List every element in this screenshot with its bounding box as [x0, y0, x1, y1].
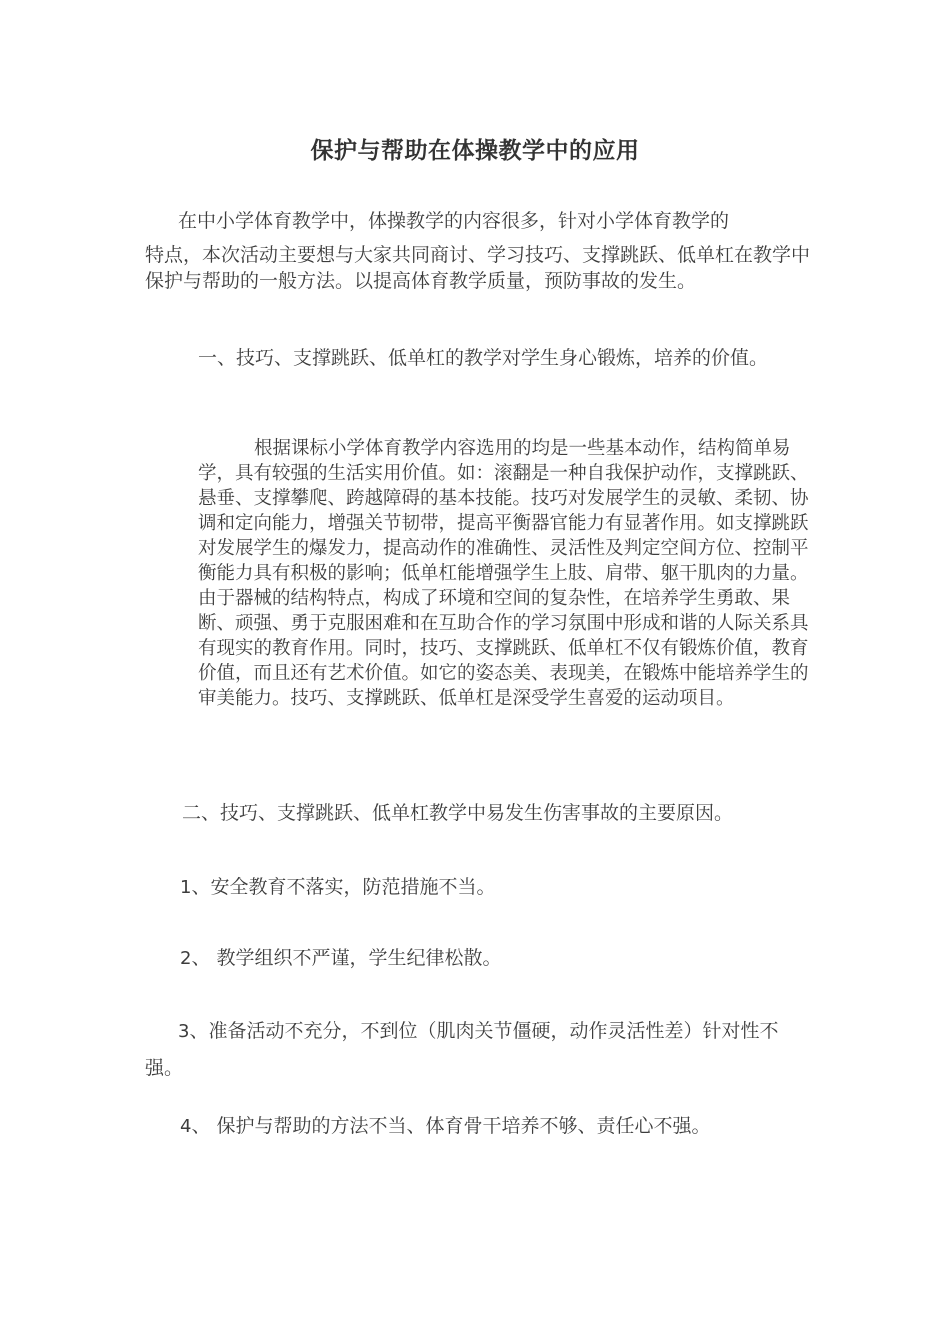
list-item: [180, 1111, 711, 1138]
section1-heading: 一、技巧、支撑跳跃、低单杠的教学对学生身心锻炼，培养的价值。: [198, 347, 769, 369]
list-item: [180, 872, 495, 899]
list-item-number: 4: [180, 1116, 192, 1137]
list-item-number: 2: [180, 948, 192, 969]
list-item-text: 、 保护与帮助的方法不当、体育骨干培养不够、责任心不强。: [191, 1115, 711, 1137]
document-title: 保护与帮助在体操教学中的应用: [310, 137, 640, 164]
intro-paragraph: [145, 206, 813, 294]
list-item-text: 、准备活动不充分，不到位（肌肉关节僵硬，动作灵活性差）针对性不强。: [145, 1020, 779, 1079]
list-item-number: 1: [180, 877, 192, 898]
list-item-number: 3: [178, 1021, 190, 1042]
list-item-text: 、安全教育不落实，防范措施不当。: [191, 876, 496, 898]
section1-paragraph: 根据课标小学体育教学内容选用的均是一些基本动作，结构简单易学，具有较强的生活实用价值。如：滚翻是一种自我保护动作，支撑跳跃、悬垂、支撑攀爬、跨越障碍的基本技能。技巧对发展学生的灵敏、柔韧、协调和定向能力，增强关节韧带，提高平衡器官能力有显著作用。如支撑跳跃对发展学生的爆发力，提高动作的准确性、灵活性及判定空间方位、控制平衡能力具有积极的影响；低单杠能增强学生上肢、肩带、躯干肌肉的力量。由于器械的结构特点，构成了环境和空间的复杂性，在培养学生勇敢、果断、顽强、勇于克服困难和在互助合作的学习氛围中形成和谐的人际关系具有现实的教育作用。同时，技巧、支撑跳跃、低单杠不仅有锻炼价值，教育价值，而且还有艺术价值。如它的姿态美、表现美，在锻炼中能培养学生的审美能力。技巧、支撑跳跃、低单杠是深受学生喜爱的运动项目。: [198, 438, 809, 709]
list-item: [145, 1013, 813, 1086]
list-item-text: 、 教学组织不严谨，学生纪律松散。: [191, 947, 502, 969]
intro-rest-text: 特点，本次活动主要想与大家共同商讨、学习技巧、支撑跳跃、低单杠在教学中保护与帮助的一般方法。以提高体育教学质量，预防事故的发生。: [145, 244, 811, 292]
list-item: [180, 943, 502, 970]
section2-heading: 二、技巧、支撑跳跃、低单杠教学中易发生伤害事故的主要原因。: [182, 802, 734, 824]
intro-first-line: 在中小学体育教学中，体操教学的内容很多，针对小学体育教学的: [178, 210, 730, 232]
